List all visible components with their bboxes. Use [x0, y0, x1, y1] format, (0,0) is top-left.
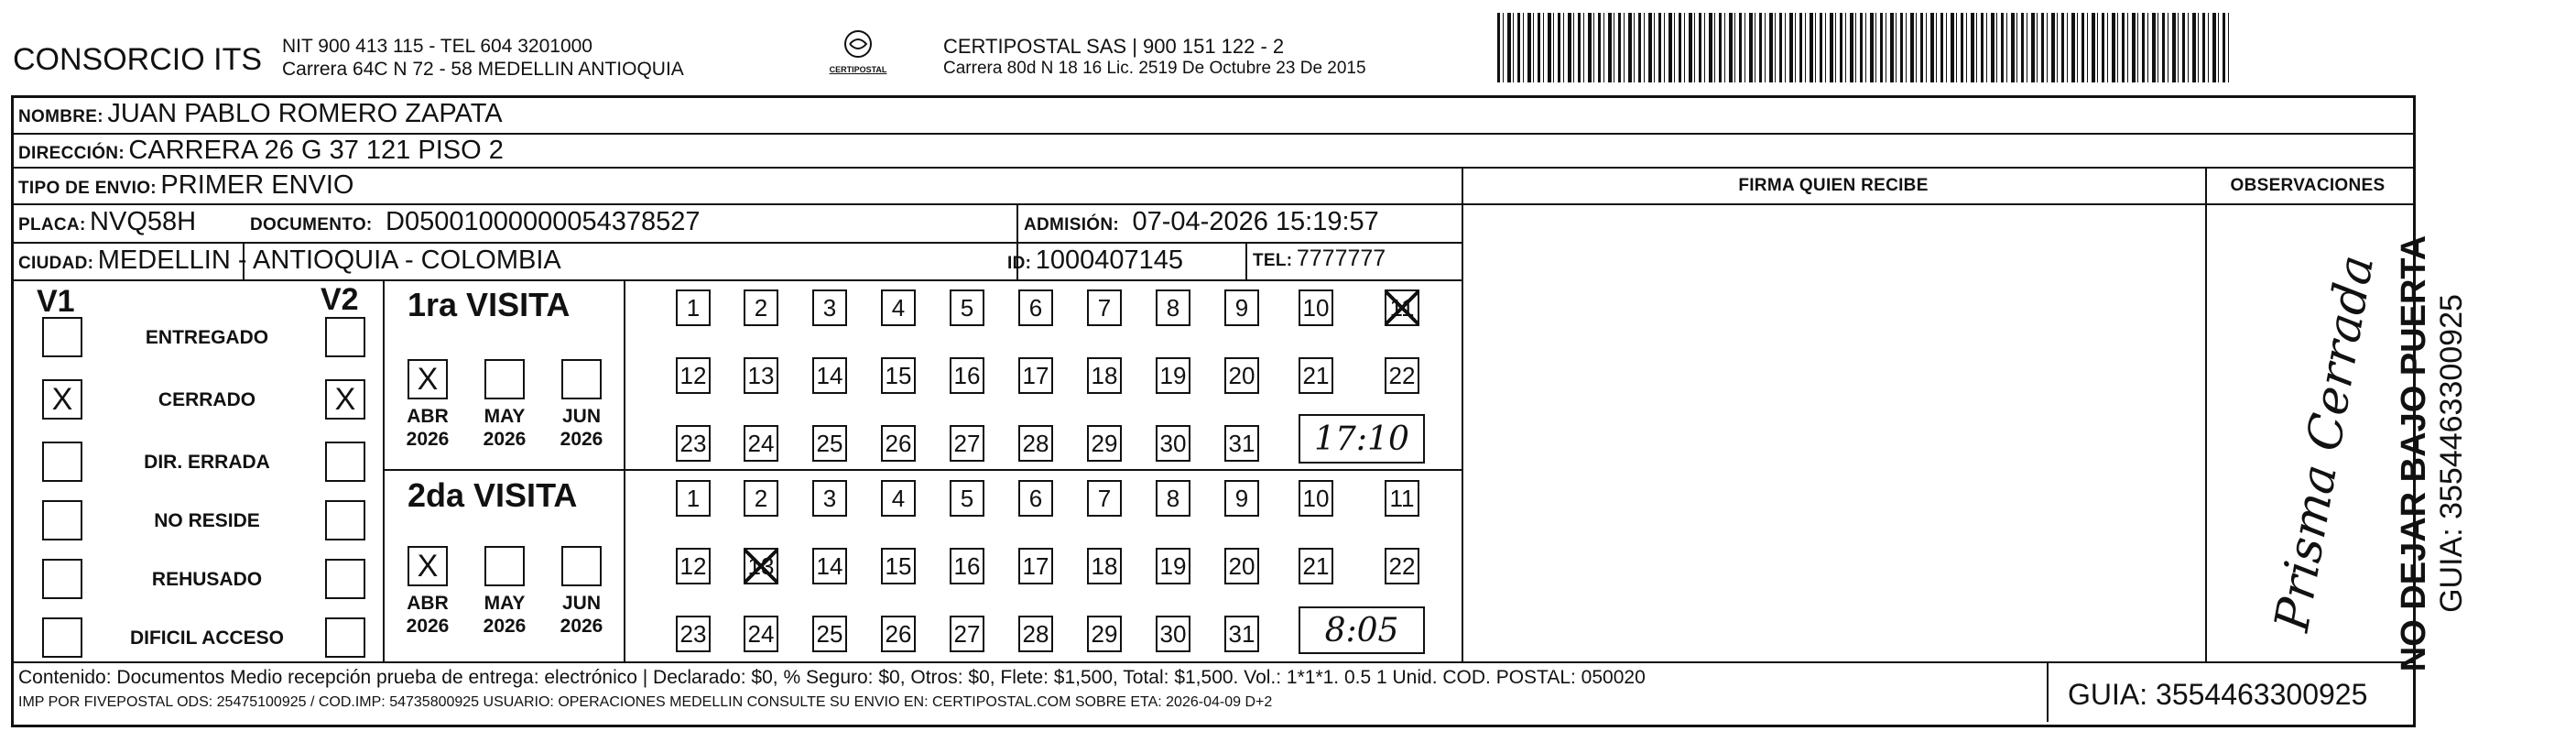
v2-checkbox [325, 559, 365, 599]
second-visit-day-box: 30 [1156, 616, 1190, 652]
second-visit-day-box: 29 [1087, 616, 1122, 652]
first-visit-day-box: 27 [950, 425, 984, 462]
second-visit-day-box: 24 [744, 616, 778, 652]
first-visit-day-box: 26 [881, 425, 916, 462]
city-field [18, 246, 561, 276]
first-visit-day-box: 18 [1087, 357, 1122, 394]
second-visit-month-checkbox: X [408, 546, 448, 586]
address-row [18, 136, 504, 166]
signature-header: FIRMA QUIEN RECIBE [1738, 176, 1929, 195]
first-visit-day-box: 24 [744, 425, 778, 462]
second-visit-day-box: 26 [881, 616, 916, 652]
month-year: 2026 [560, 616, 603, 637]
second-visit-month-checkbox [484, 546, 525, 586]
second-visit-month-label [400, 592, 455, 638]
second-visit-day-box: 21 [1299, 548, 1333, 584]
v2-checkbox [325, 617, 365, 658]
company-details [282, 35, 684, 81]
document-label: DOCUMENTO: [250, 215, 373, 235]
month-year: 2026 [406, 429, 450, 450]
first-visit-day-box: 30 [1156, 425, 1190, 462]
first-visit-day-box: 7 [1087, 289, 1122, 326]
second-visit-month-label [554, 592, 609, 638]
company-name: CONSORCIO ITS [13, 42, 263, 77]
v2-checkbox [325, 442, 365, 482]
carrier-line: CERTIPOSTAL SAS | 900 151 122 - 2 [943, 35, 1285, 58]
first-visit-time: 17:10 [1299, 414, 1425, 464]
document-field [250, 207, 701, 237]
second-visit-day-box: 5 [950, 480, 984, 517]
first-visit-month-label [554, 405, 609, 451]
second-visit-day-box: 18 [1087, 548, 1122, 584]
first-visit-month-checkbox [484, 359, 525, 399]
send-type-row [18, 170, 354, 201]
v2-checkbox [325, 500, 365, 540]
second-visit-day-box: 14 [812, 548, 847, 584]
month-name: ABR [407, 593, 449, 614]
first-visit-day-box: 25 [812, 425, 847, 462]
carrier-details [943, 35, 1366, 79]
first-visit-day-box: 19 [1156, 357, 1190, 394]
month-year: 2026 [483, 616, 527, 637]
first-visit-day-box: 8 [1156, 289, 1190, 326]
plate-field [18, 207, 196, 237]
content-line: Contenido: Documentos Medio recepción prueba de entrega: electrónico | Declarado: $0, % Seguro: $0, Otros: $0, Flete: $1,500, Total: $1,500. Vol.: 1*1*1. 0.5 1 Unid. COD. POSTAL: 050020 [18, 667, 1646, 688]
month-name: MAY [484, 593, 526, 614]
first-visit-day-box: 10 [1299, 289, 1333, 326]
month-year: 2026 [483, 429, 527, 450]
nit-line: NIT 900 413 115 - TEL 604 3201000 [282, 36, 592, 57]
recipient-name: JUAN PABLO ROMERO ZAPATA [107, 99, 503, 128]
second-visit-day-box: 6 [1018, 480, 1053, 517]
v1-checkbox: X [42, 379, 82, 420]
v1-checkbox [42, 617, 82, 658]
barcode [1497, 13, 2230, 82]
month-name: JUN [561, 593, 601, 614]
first-visit-day-box: 2 [744, 289, 778, 326]
second-visit-day-box: 2 [744, 480, 778, 517]
v2-checkbox: X [325, 379, 365, 420]
admission-value: 07-04-2026 15:19:57 [1132, 207, 1379, 236]
second-visit-day-box: 4 [881, 480, 916, 517]
name-label: NOMBRE: [18, 107, 103, 126]
first-visit-day-box: 21 [1299, 357, 1333, 394]
no-dejar-label: NO DEJAR BAJO PUERTA [2395, 235, 2433, 672]
status-label: ENTREGADO [145, 327, 269, 348]
first-visit-day-box: 28 [1018, 425, 1053, 462]
status-label: CERRADO [158, 389, 256, 410]
first-visit-day-box: 16 [950, 357, 984, 394]
first-visit-day-box: 4 [881, 289, 916, 326]
second-visit-day-box: 8 [1156, 480, 1190, 517]
v1-checkbox [42, 500, 82, 540]
month-name: MAY [484, 406, 526, 427]
second-visit-day-box: 16 [950, 548, 984, 584]
second-visit-day-box: 3 [812, 480, 847, 517]
second-visit-day-box: 27 [950, 616, 984, 652]
second-visit-day-box: 1 [676, 480, 711, 517]
id-field [1007, 246, 1183, 276]
second-visit-day-box: 7 [1087, 480, 1122, 517]
second-visit-day-box: 9 [1224, 480, 1259, 517]
status-label: REHUSADO [151, 569, 263, 590]
second-visit-day-box: 22 [1385, 548, 1419, 584]
id-label: ID: [1007, 254, 1032, 273]
first-visit-day-box: 22 [1385, 357, 1419, 394]
handwritten-observation: Prisma Cerrada [2265, 251, 2386, 636]
city-value: MEDELLIN - ANTIOQUIA - COLOMBIA [97, 246, 561, 275]
v2-checkbox [325, 317, 365, 357]
first-visit-day-box: 9 [1224, 289, 1259, 326]
city-label: CIUDAD: [18, 254, 94, 273]
first-visit-title: 1ra VISITA [408, 286, 571, 323]
month-name: ABR [407, 406, 449, 427]
second-visit-day-box: 11 [1385, 480, 1419, 517]
first-visit-day-box: 6 [1018, 289, 1053, 326]
second-visit-month-label [477, 592, 532, 638]
first-visit-day-box: 15 [881, 357, 916, 394]
status-label: DIR. ERRADA [144, 452, 270, 473]
first-visit-month-checkbox [561, 359, 602, 399]
status-label: NO RESIDE [154, 510, 260, 531]
month-name: JUN [561, 406, 601, 427]
second-visit-day-box: 31 [1224, 616, 1259, 652]
second-visit-day-box: 13 [744, 548, 778, 584]
tel-field [1253, 246, 1386, 272]
second-visit-day-box: 17 [1018, 548, 1053, 584]
id-value: 1000407145 [1035, 246, 1183, 275]
send-type: PRIMER ENVIO [160, 170, 354, 200]
logo-text: CERTIPOSTAL [829, 65, 887, 74]
month-year: 2026 [406, 616, 450, 637]
first-visit-day-box: 11 [1385, 289, 1419, 326]
first-visit-month-label [477, 405, 532, 451]
admission-field [1024, 207, 1379, 237]
plate-value: NVQ58H [90, 207, 197, 236]
month-year: 2026 [560, 429, 603, 450]
company-address: Carrera 64C N 72 - 58 MEDELLIN ANTIOQUIA [282, 59, 684, 80]
status-label: DIFICIL ACCESO [129, 628, 284, 649]
second-visit-day-box: 28 [1018, 616, 1053, 652]
first-visit-day-box: 23 [676, 425, 711, 462]
side-guia: GUIA: 3554463300925 [2434, 294, 2469, 613]
second-visit-month-checkbox [561, 546, 602, 586]
first-visit-day-box: 31 [1224, 425, 1259, 462]
first-visit-day-box: 20 [1224, 357, 1259, 394]
first-visit-month-label [400, 405, 455, 451]
carrier-logo-icon [840, 29, 876, 60]
first-visit-day-box: 1 [676, 289, 711, 326]
plate-label: PLACA: [18, 215, 86, 235]
carrier-address: Carrera 80d N 18 16 Lic. 2519 De Octubre 23 De 2015 [943, 59, 1366, 78]
second-visit-day-box: 19 [1156, 548, 1190, 584]
address-label: DIRECCIÓN: [18, 144, 125, 163]
first-visit-day-box: 17 [1018, 357, 1053, 394]
first-visit-day-box: 13 [744, 357, 778, 394]
tel-label: TEL: [1253, 251, 1293, 270]
first-visit-day-box: 14 [812, 357, 847, 394]
send-type-label: TIPO DE ENVIO: [18, 179, 157, 198]
v2-header: V2 [321, 282, 359, 317]
first-visit-day-box: 3 [812, 289, 847, 326]
imp-line: IMP POR FIVEPOSTAL ODS: 25475100925 / COD.IMP: 54735800925 USUARIO: OPERACIONES MEDELLIN CONSULTE SU ENVIO EN: CERTIPOSTAL.COM SOBRE ETA: 2026-04-09 D+2 [18, 694, 1273, 710]
recipient-address: CARRERA 26 G 37 121 PISO 2 [128, 136, 504, 165]
name-row [18, 99, 503, 129]
second-visit-time: 8:05 [1299, 606, 1425, 654]
first-visit-day-box: 29 [1087, 425, 1122, 462]
v1-header: V1 [37, 284, 75, 319]
carrier-logo [820, 29, 897, 74]
second-visit-day-box: 12 [676, 548, 711, 584]
v1-checkbox [42, 442, 82, 482]
first-visit-month-checkbox: X [408, 359, 448, 399]
side-text [2395, 179, 2477, 728]
first-visit-day-box: 5 [950, 289, 984, 326]
second-visit-day-box: 15 [881, 548, 916, 584]
admission-label: ADMISIÓN: [1024, 215, 1120, 235]
second-visit-day-box: 23 [676, 616, 711, 652]
second-visit-title: 2da VISITA [408, 476, 578, 514]
document-value: D05001000000054378527 [386, 207, 701, 236]
tel-value: 7777777 [1296, 246, 1386, 271]
first-visit-day-box: 12 [676, 357, 711, 394]
v1-checkbox [42, 559, 82, 599]
second-visit-day-box: 20 [1224, 548, 1259, 584]
second-visit-day-box: 25 [812, 616, 847, 652]
second-visit-day-box: 10 [1299, 480, 1333, 517]
footer-guia: GUIA: 3554463300925 [2068, 678, 2368, 711]
observations-header: OBSERVACIONES [2230, 176, 2386, 195]
v1-checkbox [42, 317, 82, 357]
